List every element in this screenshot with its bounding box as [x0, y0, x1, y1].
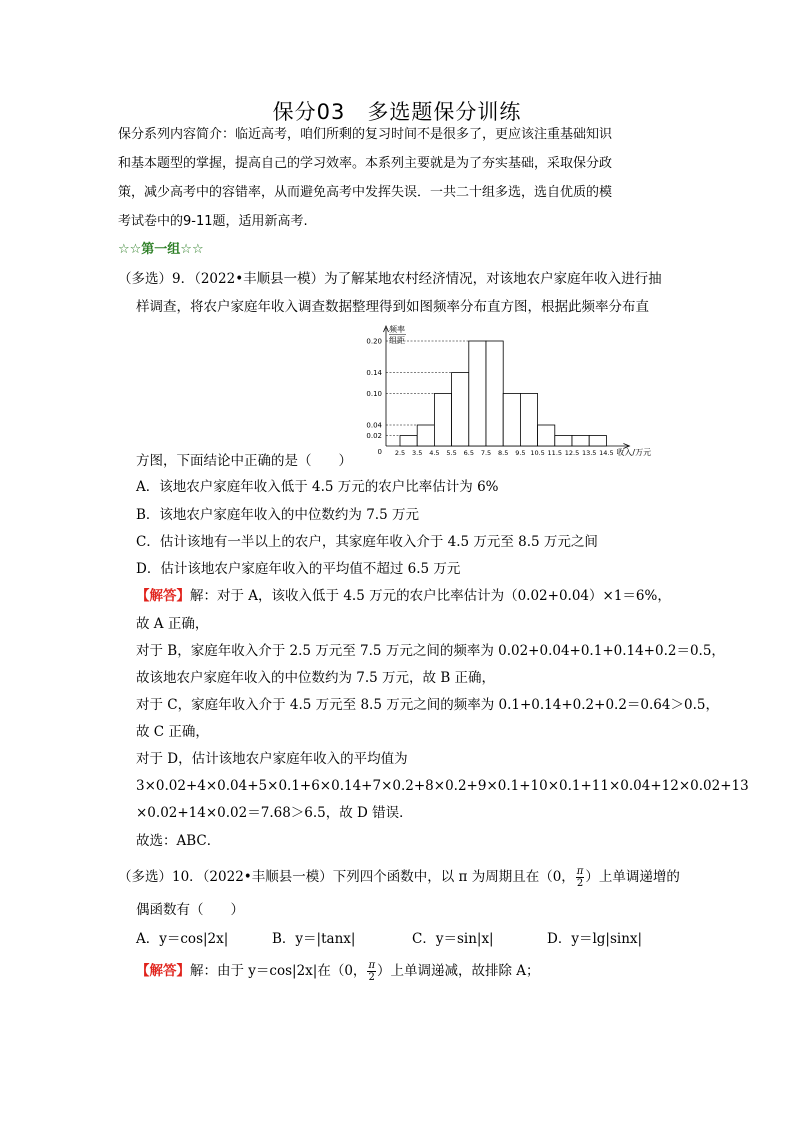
y-tick-label-5: 0.20 — [366, 337, 382, 346]
q9-option-b: B．该地农户家庭年收入的中位数约为 7.5 万元 — [136, 507, 419, 523]
q9-stem-line-1: （多选）9．（2022•丰顺县一模）为了解某地农村经济情况，对该地农户家庭年收入进行抽 — [118, 271, 662, 287]
histogram-bar-2 — [417, 425, 434, 446]
x-tick-label-4: 5.5 — [446, 449, 457, 457]
q10-answer-tag: 【解答】 — [136, 963, 190, 979]
q9-solution-line-9: ×0.02+14×0.02＝7.68＞6.5，故 D 错误． — [136, 805, 413, 821]
y-tick-label-1: 0.02 — [366, 432, 382, 440]
frequency-histogram — [350, 322, 680, 462]
x-tick-label-5: 6.5 — [463, 449, 474, 457]
q10-option-c: C．y＝sin|x| — [412, 931, 494, 947]
q9-solution-line-7: 对于 D，估计该地农户家庭年收入的平均值为 — [136, 751, 408, 767]
histogram-bar-7 — [503, 394, 520, 447]
q10-solution-line-1 — [136, 960, 540, 983]
q10-option-d: D．y＝lg|sinx| — [547, 931, 643, 947]
q9-option-d: D．估计该地农户家庭年收入的平均值不超过 6.5 万元 — [136, 561, 461, 577]
q9-option-a: A．该地农户家庭年收入低于 4.5 万元的农户比率估计为 6% — [136, 479, 499, 495]
q10-solution-text-a: 解：由于 y＝cos|2x|在（0， — [190, 963, 367, 979]
y-label-bottom: 组距 — [389, 336, 405, 345]
q10-frac-den: 2 — [576, 878, 584, 889]
histogram-bar-1 — [400, 436, 417, 447]
x-tick-label-3: 4.5 — [429, 449, 440, 457]
q9-stem-line-2: 样调查，将农户家庭年收入调查数据整理得到如图频率分布直方图，根据此频率分布直 — [136, 299, 649, 315]
x-tick-label-1: 2.5 — [394, 449, 406, 457]
intro-line-2: 和基本题型的掌握，提高自己的学习效率。本系列主要就是为了夯实基础，采取保分政 — [118, 156, 613, 171]
x-axis-label: 收入/万元 — [616, 448, 652, 457]
intro-line-4: 考试卷中的9-11题，适用新高考. — [118, 214, 308, 229]
y-label-top: 频率 — [389, 325, 405, 334]
y-tick-label-4: 0.14 — [366, 369, 382, 377]
q9-solution-line-2: 故 A 正确， — [136, 616, 209, 632]
q10-solution-text-b: ）上单调递减，故排除 A； — [377, 963, 540, 979]
group-heading: ☆☆第一组☆☆ — [118, 242, 204, 257]
histogram-bar-6 — [486, 341, 503, 446]
q9-stem-line-3: 方图，下面结论中正确的是（ ） — [136, 453, 352, 469]
histogram-bar-5 — [469, 341, 486, 446]
q9-solution-line-3: 对于 B，家庭年收入介于 2.5 万元至 7.5 万元之间的频率为 0.02+0.04+0.1+0.14+0.2＝0.5， — [136, 643, 725, 659]
q9-solution-text-1: 解：对于 A，该收入低于 4.5 万元的农户比率估计为（0.02+0.04）×1＝6%， — [190, 588, 671, 604]
x-tick-label-11: 12.5 — [564, 449, 580, 457]
histogram-bar-11 — [572, 436, 589, 447]
x-tick-label-10: 11.5 — [547, 449, 563, 457]
histogram-bar-9 — [538, 425, 555, 446]
q9-answer-tag: 【解答】 — [136, 588, 190, 604]
q10-frac-num: π — [576, 866, 584, 877]
histogram-bar-3 — [434, 394, 451, 447]
q9-solution-line-6: 故 C 正确， — [136, 724, 209, 740]
histogram-bar-8 — [520, 394, 537, 447]
q9-solution-line-8: 3×0.02+4×0.04+5×0.1+6×0.14+7×0.2+8×0.2+9×0.1+10×0.1+11×0.04+12×0.02+13 — [136, 778, 749, 794]
x-tick-label-13: 14.5 — [599, 449, 614, 457]
q10-option-a: A．y＝cos|2x| — [136, 931, 229, 947]
intro-line-1: 保分系列内容简介：临近高考，咱们所剩的复习时间不是很多了，更应该注重基础知识 — [118, 127, 613, 142]
q10-stem-text-b: ）上单调递增的 — [585, 869, 680, 885]
q9-solution-line-5: 对于 C，家庭年收入介于 4.5 万元至 8.5 万元之间的频率为 0.1+0.14+0.2+0.2＝0.64＞0.5， — [136, 697, 719, 713]
x-tick-label-2: 3.5 — [412, 449, 423, 457]
histogram-bar-12 — [589, 436, 606, 447]
intro-line-3: 策，减少高考中的容错率，从而避免高考中发挥失误．一共二十组多选，选自优质的模 — [118, 185, 613, 200]
q9-solution-line-10: 故选：ABC． — [136, 833, 221, 849]
x-tick-label-8: 9.5 — [515, 449, 526, 457]
histogram-bar-10 — [555, 436, 572, 447]
page-title: 保分03 多选题保分训练 — [272, 100, 522, 124]
q10-fraction — [576, 866, 585, 889]
origin-label: 0 — [377, 448, 382, 456]
x-tick-label-7: 8.5 — [498, 449, 509, 457]
q10-sol-frac-num: π — [368, 960, 376, 971]
q10-solution-fraction — [367, 960, 376, 983]
q10-sol-frac-den: 2 — [368, 972, 375, 983]
q10-stem-text-a: （多选）10．（2022•丰顺县一模）下列四个函数中，以 π 为周期且在（0， — [118, 869, 575, 885]
q10-stem-line-1 — [118, 866, 680, 889]
x-tick-label-12: 13.5 — [581, 449, 597, 457]
q9-solution-line-1 — [136, 587, 671, 605]
x-tick-label-9: 10.5 — [530, 449, 545, 457]
q9-option-c: C．估计该地有一半以上的农户，其家庭年收入介于 4.5 万元至 8.5 万元之间 — [136, 534, 598, 550]
x-tick-label-6: 7.5 — [480, 449, 492, 457]
q9-solution-line-4: 故该地农户家庭年收入的中位数约为 7.5 万元，故 B 正确， — [136, 670, 496, 686]
q10-option-b: B．y＝|tanx| — [272, 931, 356, 947]
q10-stem-line-2: 偶函数有（ ） — [136, 902, 244, 918]
y-tick-label-3: 0.10 — [366, 390, 382, 398]
y-tick-label-2: 0.04 — [366, 421, 382, 430]
histogram-bar-4 — [452, 373, 469, 447]
